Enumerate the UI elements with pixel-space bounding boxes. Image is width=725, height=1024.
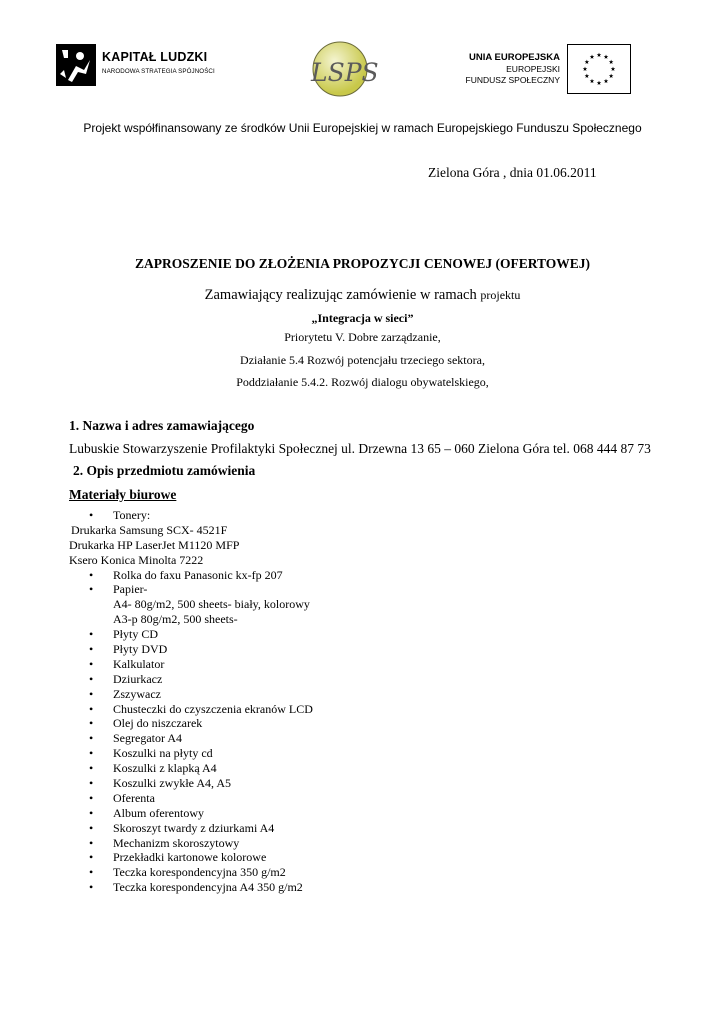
list-item [0,850,725,865]
bullet-icon: • [89,642,94,657]
list-item [0,538,725,553]
list-item [0,731,725,746]
bullet-icon: • [89,850,94,865]
kapital-ludzki-title: KAPITAŁ LUDZKI [102,50,208,64]
list-item [0,746,725,761]
list-item [0,627,725,642]
bullet-icon: • [89,701,94,716]
list-item [0,716,725,731]
bullet-icon: • [89,790,94,805]
bullet-icon: • [89,671,94,686]
list-item-text: Koszulki zwykłe A4, A5 [113,776,231,791]
subaction-line: Poddziałanie 5.4.2. Rozwój dialogu obywatelskiego, [236,375,489,389]
list-item-text: Płyty DVD [113,642,168,657]
kapital-ludzki-emblem-icon [56,44,96,86]
kapital-ludzki-logo [56,44,215,86]
bullet-icon: • [89,880,94,895]
eu-star-icon [597,53,602,57]
bullet-icon: • [89,835,94,850]
eu-star-icon [585,60,590,64]
intro-realizing [0,287,725,304]
list-item [0,568,725,583]
list-item-text: Chusteczki do czyszczenia ekranów LCD [113,701,313,716]
bullet-icon: • [89,716,94,731]
office-materials-heading: Materiały biurowe [69,487,177,502]
eu-star-icon [583,67,588,71]
eu-star-icon [590,79,595,83]
bullet-icon: • [89,805,94,820]
bullet-icon: • [89,746,94,761]
bullet-icon: • [89,686,94,701]
eu-star-icon [609,60,614,64]
eu-fund-text [452,52,560,85]
list-item [0,553,725,568]
list-item [0,865,725,880]
section2-heading: 2. Opis przedmiotu zamówienia [73,463,256,478]
list-item [0,657,725,672]
list-item [0,508,725,523]
list-item-text: Olej do niszczarek [113,716,203,731]
list-item-text: Płyty CD [113,627,159,642]
list-item [0,821,725,836]
eu-star-icon [611,67,616,71]
list-item [0,702,725,717]
list-item-text: Koszulki na płyty cd [113,746,213,761]
list-item [0,791,725,806]
intro-realizing-small: projektu [480,288,521,302]
eu-fund-line2: FUNDUSZ SPOŁECZNY [465,74,560,85]
list-item [0,687,725,702]
bullet-icon: • [89,761,94,776]
list-item-text: Skoroszyt twardy z dziurkami A4 [113,820,275,835]
bullet-icon: • [89,567,94,582]
list-item-text: Ksero Konica Minolta 7222 [69,552,204,567]
bullet-icon: • [89,582,94,597]
eu-star-icon [604,54,609,58]
list-item-text: Segregator A4 [113,731,182,746]
bullet-icon: • [89,731,94,746]
bullet-icon: • [89,776,94,791]
eu-flag-icon [567,44,631,94]
lsps-logo-text: LSPS [311,58,379,87]
list-item-text: Album oferentowy [113,805,204,820]
list-item [0,880,725,895]
list-item [0,761,725,776]
priority-line: Priorytetu V. Dobre zarządzanie, [284,330,441,344]
list-item-text: A4- 80g/m2, 500 sheets- biały, kolorowy [113,597,310,612]
list-item-text: A3-p 80g/m2, 500 sheets- [113,612,238,627]
bullet-icon: • [89,508,94,522]
list-item-text: Oferenta [113,790,155,805]
list-item-text: Mechanizm skoroszytowy [113,835,240,850]
list-item [0,597,725,612]
list-item [0,836,725,851]
list-item-text: Rolka do faxu Panasonic kx-fp 207 [113,567,283,582]
list-item [0,806,725,821]
list-item-text: Teczka korespondencyjna 350 g/m2 [113,865,286,880]
project-name: „Integracja w sieci” [311,311,414,325]
list-item-text: Drukarka HP LaserJet M1120 MFP [69,537,240,552]
list-item-text: Tonery: [113,508,151,522]
bullet-icon: • [89,627,94,642]
eu-star-icon [585,74,590,78]
list-item [0,582,725,597]
intro-realizing-text: Zamawiający realizując zamówienie w ramach [204,287,477,303]
materials-list [0,508,725,895]
eu-star-icon [590,54,595,58]
date-line: Zielona Góra , dnia 01.06.2011 [428,165,597,180]
list-item-text: Przekładki kartonowe kolorowe [113,850,267,865]
kapital-ludzki-subtitle: NARODOWA STRATEGIA SPÓJNOŚCI [102,68,215,75]
list-item-text: Zszywacz [113,686,161,701]
list-item [0,776,725,791]
bullet-icon: • [89,865,94,880]
list-item-text: Drukarka Samsung SCX- 4521F [71,522,228,537]
eu-star-icon [609,74,614,78]
list-item-text: Papier- [113,582,148,597]
cofinancing-note: Projekt współfinansowany ze środków Unii Europejskiej w ramach Europejskiego Funduszu Społecznego [83,121,642,135]
eu-star-icon [604,79,609,83]
action-line: Działanie 5.4 Rozwój potencjału trzeciego sektora, [240,353,485,367]
list-item [0,612,725,627]
list-item [0,642,725,657]
list-item [0,523,725,538]
list-item-text: Kalkulator [113,656,165,671]
section1-heading: 1. Nazwa i adres zamawiającego [69,418,255,433]
eu-star-icon [597,81,602,85]
list-item-text: Teczka korespondencyjna A4 350 g/m2 [113,880,303,895]
document-title: ZAPROSZENIE DO ZŁOŻENIA PROPOZYCJI CENOWEJ (OFERTOWEJ) [135,256,590,271]
eu-fund-line1: EUROPEJSKI [506,64,560,74]
section1-address: Lubuskie Stowarzyszenie Profilaktyki Społecznej ul. Drzewna 13 65 – 060 Zielona Góra tel. 068 444 87 73 [69,441,651,456]
bullet-icon: • [89,820,94,835]
list-item-text: Dziurkacz [113,671,163,686]
eu-title: UNIA EUROPEJSKA [469,52,560,63]
list-item [0,672,725,687]
lsps-logo [303,40,381,100]
list-item-text: Koszulki z klapką A4 [113,761,217,776]
bullet-icon: • [89,656,94,671]
